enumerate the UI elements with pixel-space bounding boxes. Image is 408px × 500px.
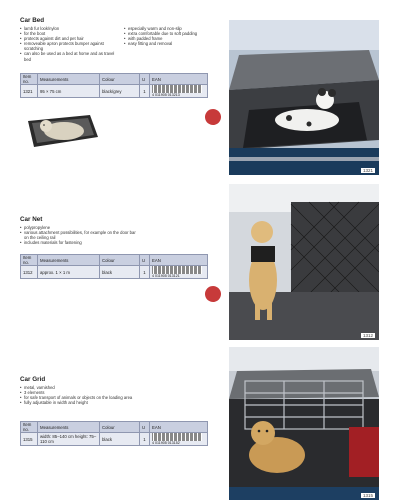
photo-id-label: 1321: [362, 168, 373, 173]
spec-table-header: [21, 422, 208, 433]
feature-list-left: [20, 26, 118, 62]
feature-list-left: [20, 385, 140, 405]
table-row: [21, 433, 208, 446]
ean-number: 4 011905 013121: [152, 274, 180, 278]
header-measurements: Measurements: [38, 422, 100, 433]
product-title: Car Bed: [20, 17, 45, 24]
header-ean: EAN: [150, 422, 208, 433]
feature-item: • polypropylene: [20, 225, 140, 230]
barcode-icon: [152, 266, 202, 274]
feature-list: [20, 385, 225, 405]
cell-measurements: 95 × 75 cm: [38, 85, 100, 98]
cell-ean: [150, 85, 208, 98]
feature-list: [20, 225, 225, 245]
product-title: Car Net: [20, 216, 43, 223]
header-unit: U: [140, 74, 150, 85]
header-item-no: Item no.: [21, 422, 38, 433]
barcode-icon: [152, 433, 202, 441]
feature-item: • extra comfortable due to soft padding: [124, 31, 222, 36]
photo-id-label: 1312: [362, 333, 373, 338]
header-unit: U: [140, 255, 150, 266]
product-car-grid: [20, 376, 225, 405]
header-colour: Colour: [100, 74, 140, 85]
cell-measurements: approx. 1 × 1 m: [38, 266, 100, 279]
feature-item: • for safe transport of animals or objects on the loading area: [20, 395, 140, 400]
ean-number: 4 011905 013152: [152, 441, 180, 445]
feature-item: • with padded frame: [124, 36, 222, 41]
cell-item-no: 1321: [21, 85, 38, 98]
cell-item-no: 1312: [21, 266, 38, 279]
header-item-no: Item no.: [21, 255, 38, 266]
car-bed-product-photo: [20, 107, 102, 150]
product-car-net: [20, 216, 225, 245]
feature-item: • lamb fur look/nylon: [20, 26, 118, 31]
feature-item: • various attachment possibilities, for example on the door bar on the ceiling rail: [20, 230, 140, 240]
feature-list-right: [124, 26, 222, 62]
header-ean: EAN: [150, 255, 208, 266]
cell-ean: [150, 266, 208, 279]
feature-item: • includes materials for fastening: [20, 240, 140, 245]
product-car-bed: [20, 17, 225, 62]
car-net-photo: [229, 184, 379, 340]
spec-table-header: [21, 74, 208, 85]
feature-item: • easy fitting and removal: [124, 41, 222, 46]
cell-ean: [150, 433, 208, 446]
cell-unit: 1: [140, 433, 150, 446]
header-unit: U: [140, 422, 150, 433]
feature-item: • metal, varnished: [20, 385, 140, 390]
barcode-icon: [152, 85, 202, 93]
wash-badge-icon: [203, 284, 223, 304]
header-measurements: Measurements: [38, 255, 100, 266]
feature-item: • fully adjustable in width and height: [20, 400, 140, 405]
product-title: Car Grid: [20, 376, 46, 383]
header-colour: Colour: [100, 422, 140, 433]
spec-table-car-net: [20, 254, 208, 279]
header-ean: EAN: [150, 74, 208, 85]
header-measurements: Measurements: [38, 74, 100, 85]
table-row: [21, 85, 208, 98]
ean-number: 4 011905 013213: [152, 93, 180, 97]
spec-table-car-bed: [20, 73, 208, 98]
feature-item: • 3 elements: [20, 390, 140, 395]
car-grid-photo: [229, 347, 379, 500]
cell-colour: black: [100, 433, 140, 446]
photo-id-label: 1315: [362, 493, 373, 498]
cell-item-no: 1315: [21, 433, 38, 446]
cell-unit: 1: [140, 266, 150, 279]
feature-list-left: [20, 225, 140, 245]
spec-table-header: [21, 255, 208, 266]
feature-item: • removeable apron protects bumper against scratching: [20, 41, 118, 51]
feature-list: [20, 26, 225, 62]
car-bed-photo: [229, 20, 379, 175]
cell-measurements: width: 85–140 cm height: 75–110 cm: [38, 433, 100, 446]
cell-unit: 1: [140, 85, 150, 98]
wash-badge-icon: [203, 107, 223, 127]
spec-table-car-grid: [20, 421, 208, 446]
feature-item: • for the boot: [20, 31, 118, 36]
feature-item: • especially warm and non-slip: [124, 26, 222, 31]
header-item-no: Item no.: [21, 74, 38, 85]
feature-item: • protects against dirt and pet hair: [20, 36, 118, 41]
feature-item: • can also be used as a bed at home and as travel bed: [20, 51, 118, 61]
cell-colour: black/grey: [100, 85, 140, 98]
header-colour: Colour: [100, 255, 140, 266]
table-row: [21, 266, 208, 279]
cell-colour: black: [100, 266, 140, 279]
